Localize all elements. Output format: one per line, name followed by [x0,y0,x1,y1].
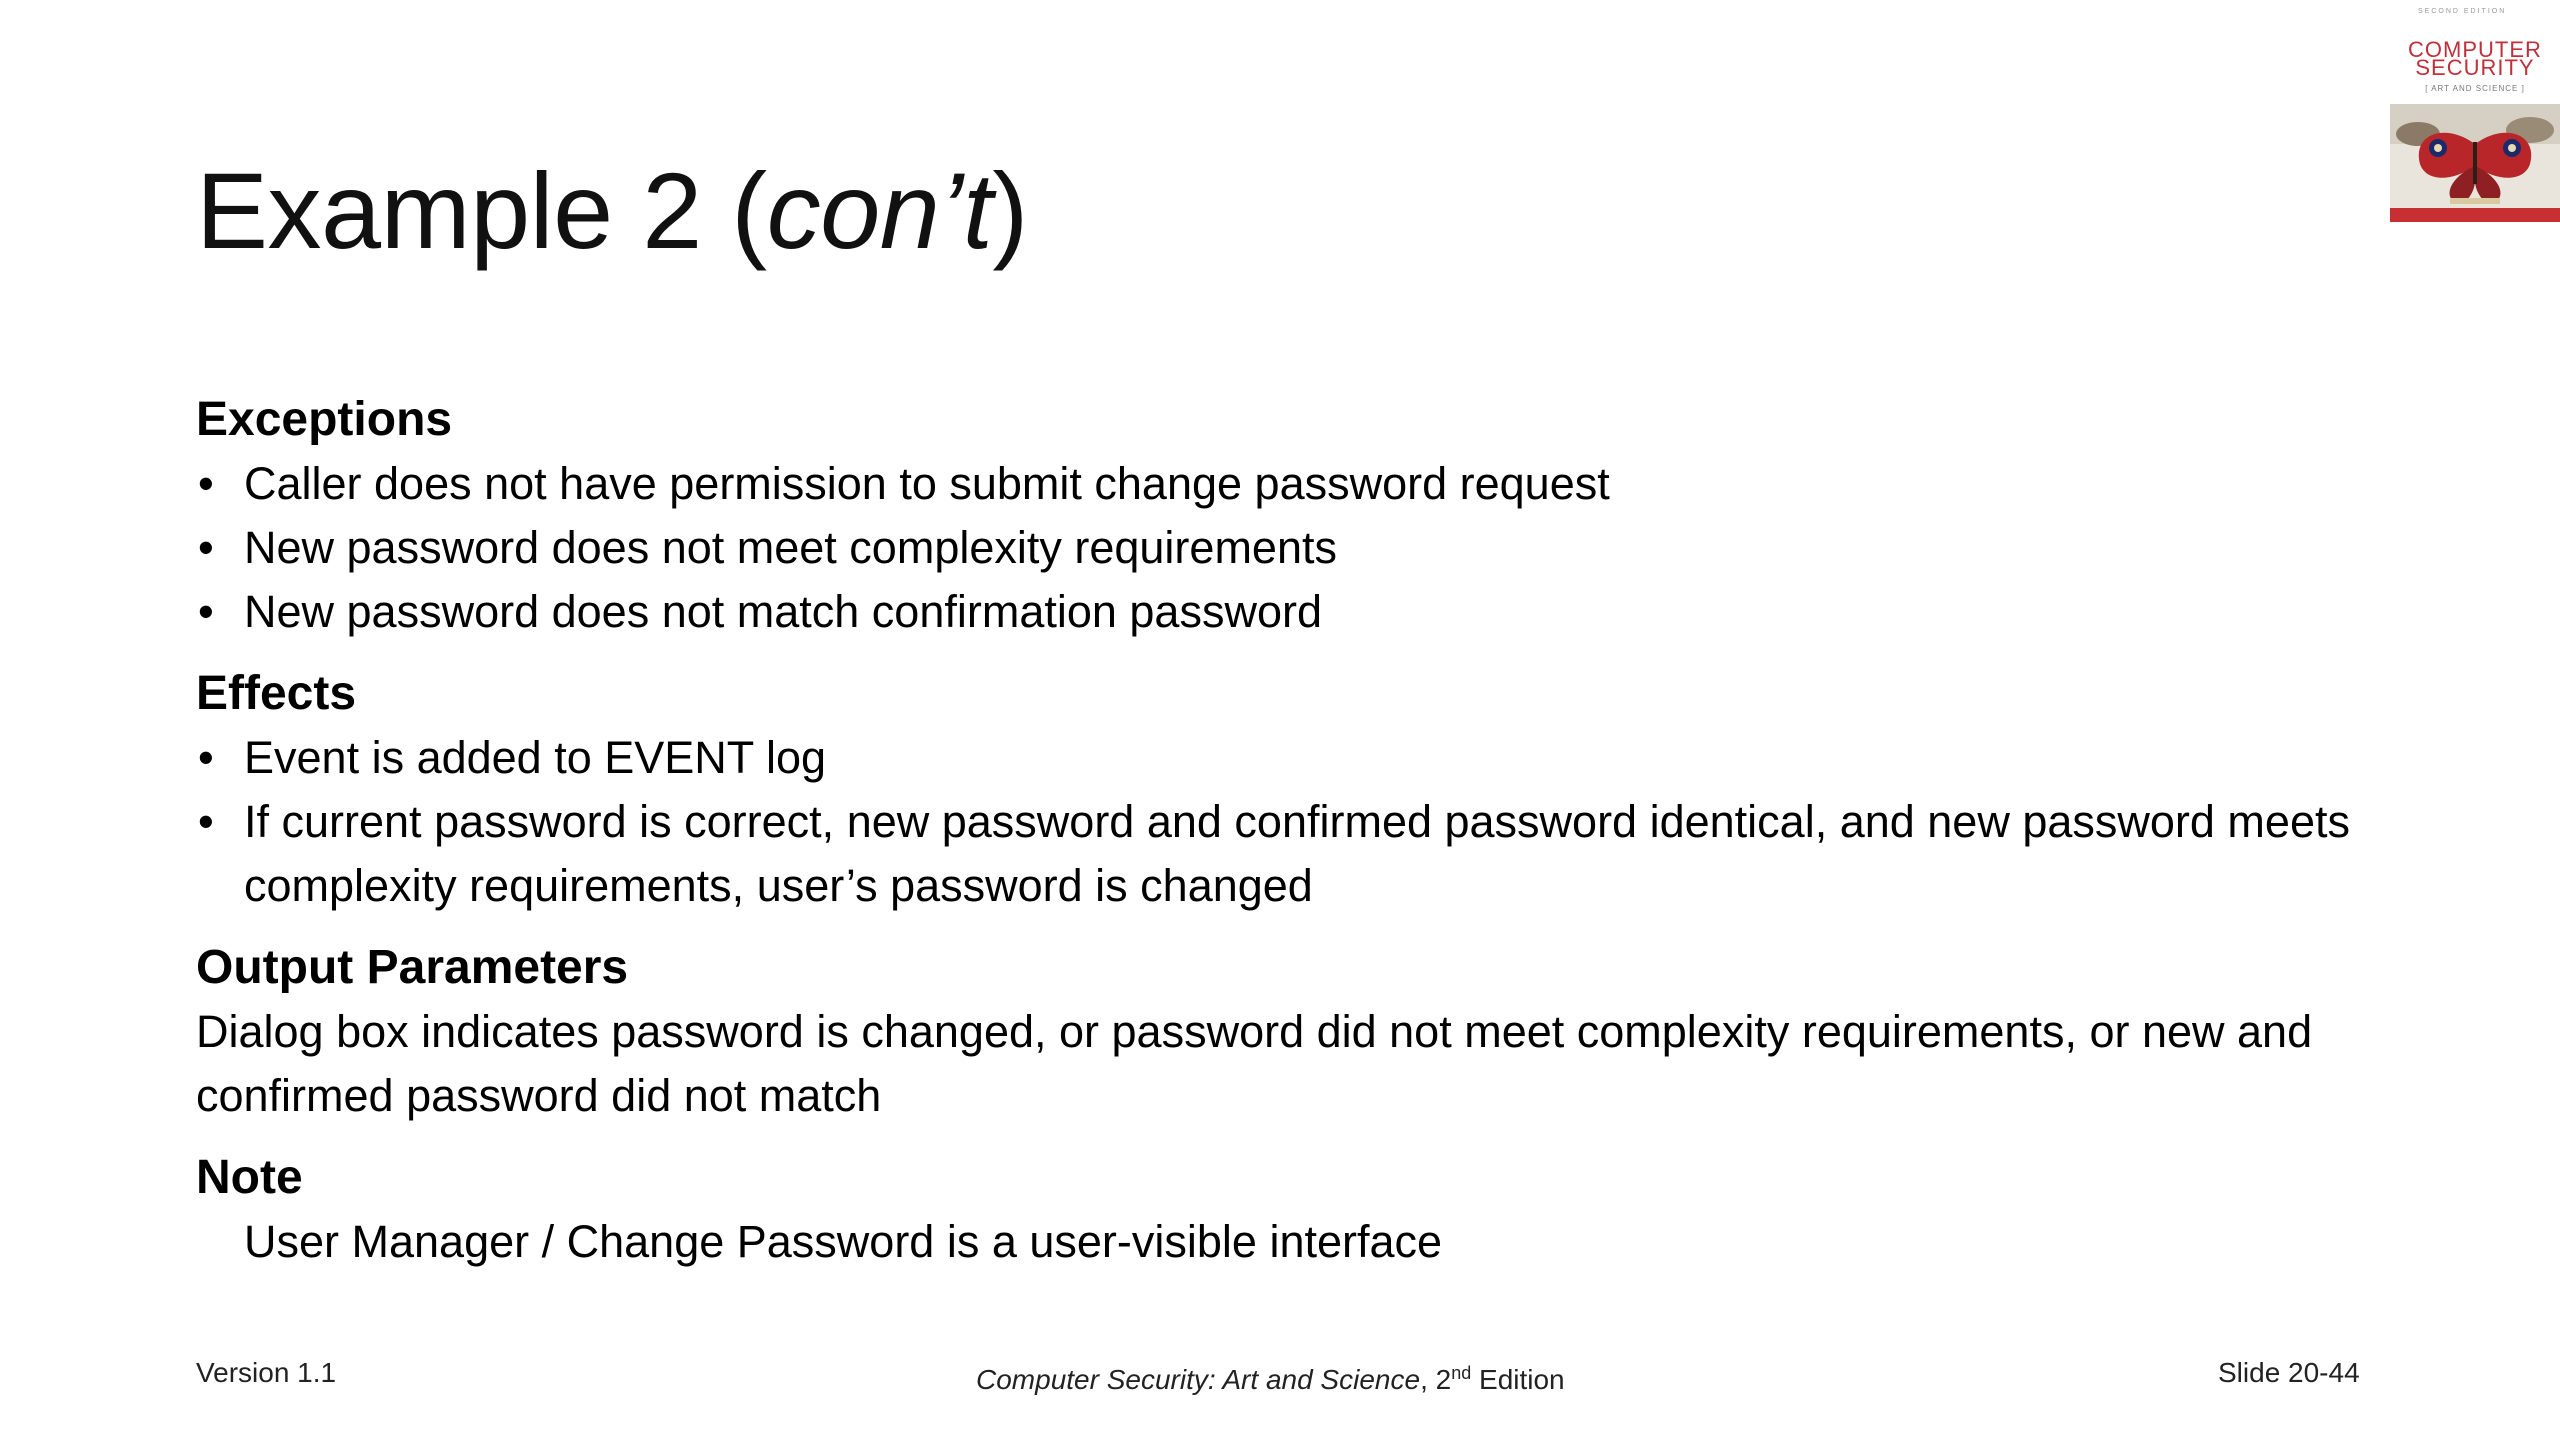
list-item-text: If current password is correct, new password and confirmed password identical, and new password meets complexity requirements, user’s password is changed [244,796,2350,911]
list-item-text: New password does not meet complexity requirements [244,522,1337,573]
cover-title-line2: SECURITY [2415,55,2535,80]
title-close: ) [992,150,1028,271]
footer-book-edition: Edition [1471,1364,1565,1395]
exceptions-section [196,388,2396,644]
exceptions-list [196,452,2396,644]
list-item-text: New password does not match confirmation password [244,586,1323,637]
note-text: User Manager / Change Password is a user-visible interface [244,1216,1443,1267]
title-italic: con’t [766,150,993,271]
footer-book-sup: nd [1451,1363,1472,1383]
bullet-icon: • [198,458,214,509]
output-text: Dialog box indicates password is changed, or password did not meet complexity requirements, or new and confirmed password did not match [196,1006,2313,1121]
output-section [196,936,2396,1128]
footer-book-italic: Computer Security: Art and Science [976,1364,1421,1395]
output-heading: Output Parameters [196,941,629,994]
note-section [196,1146,2396,1274]
list-item [196,580,2364,644]
title-main: Example 2 ( [196,150,767,271]
effects-list [196,726,2396,918]
footer-slide-number: Slide 20-44 [2218,1357,2360,1388]
list-item [196,726,2364,790]
cover-edition-text: SECOND EDITION [2418,8,2507,15]
list-item-text: Event is added to EVENT log [244,732,827,783]
effects-section [196,662,2396,918]
bullet-icon: • [198,796,214,847]
butterfly-photo [2390,104,2560,222]
footer-book-rest: , 2 [1420,1364,1452,1395]
cover-title-line1: COMPUTER [2408,37,2542,62]
effects-heading: Effects [196,667,357,720]
slide-content [196,388,2396,1292]
note-heading: Note [196,1151,303,1204]
bullet-icon: • [198,732,214,783]
list-item [196,790,2364,918]
exceptions-heading: Exceptions [196,393,453,446]
book-cover-image [2390,0,2560,222]
bullet-icon: • [198,522,214,573]
slide-title [196,146,1028,276]
list-item [196,452,2364,516]
cover-subtitle: [ ART AND SCIENCE ] [2425,84,2525,93]
footer-book-title [976,1355,1565,1398]
bullet-icon: • [198,586,214,637]
footer-version: Version 1.1 [196,1357,337,1388]
list-item-text: Caller does not have permission to submit change password request [244,458,1610,509]
list-item [196,516,2364,580]
